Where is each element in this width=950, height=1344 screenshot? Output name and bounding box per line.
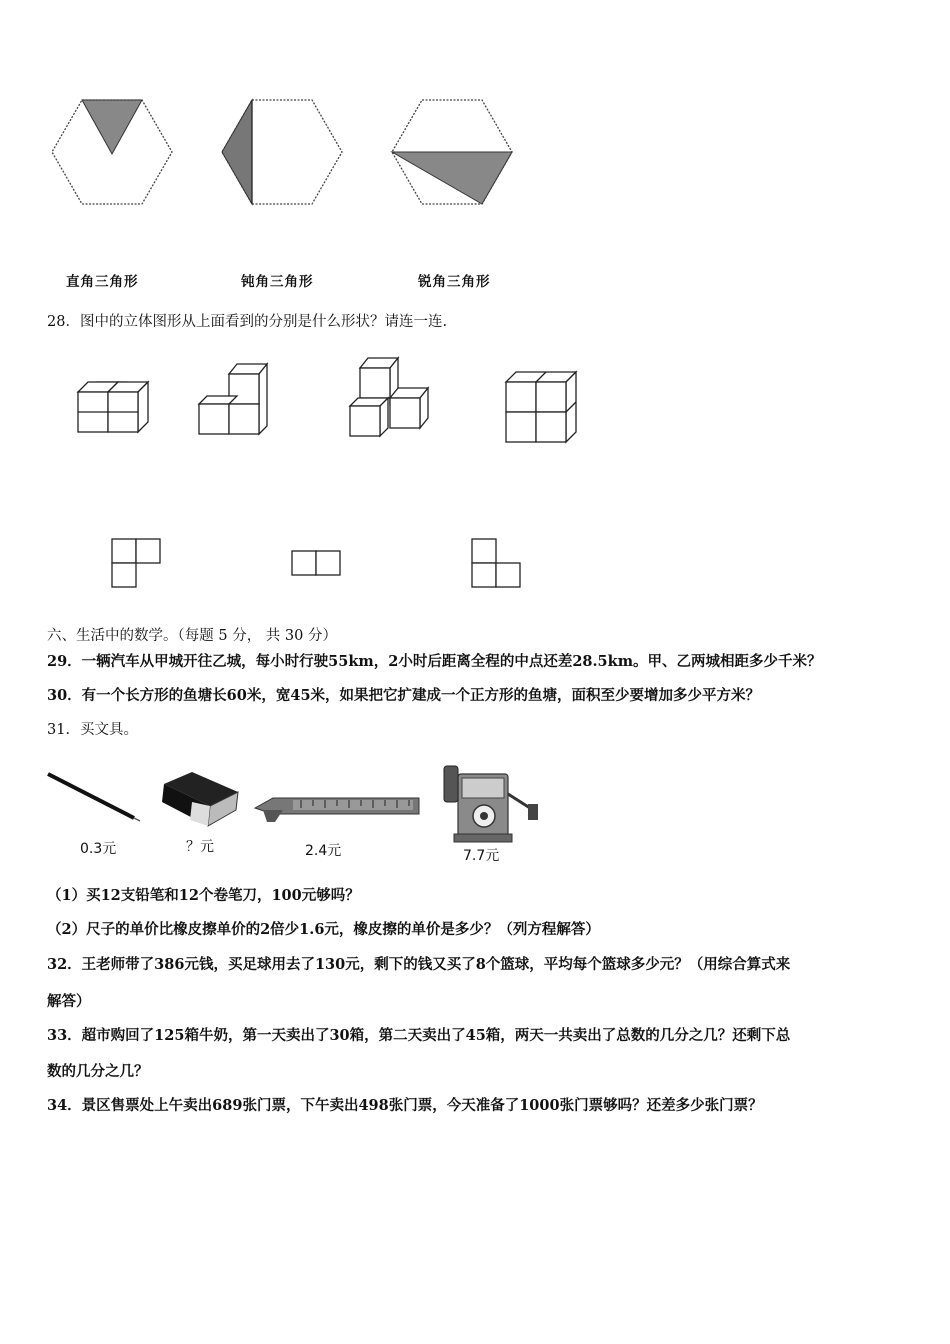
question-33-line-2: 数的几分之几？ xyxy=(47,1063,149,1080)
question-31-part-2: （2）尺子的单价比橡皮擦单价的2倍少1.6元，橡皮擦的单价是多少？（列方程解答） xyxy=(47,921,600,938)
hexagon-obtuse-triangle-figure xyxy=(220,98,345,208)
question-34: 34．景区售票处上午卖出689张门票，下午卖出498张门票，今天准备了1000张门票够吗？还差多少张门票？ xyxy=(47,1097,763,1114)
cube-figure-3 xyxy=(348,356,438,440)
hexagon-caption: 锐角三角形 xyxy=(418,274,491,290)
top-view-shape-1 xyxy=(111,538,163,590)
hexagon-acute-triangle-figure xyxy=(390,98,515,208)
cube-figure-4 xyxy=(504,370,584,446)
eraser-icon xyxy=(162,770,240,828)
hexagon-caption: 直角三角形 xyxy=(66,274,139,290)
cube-figure-1 xyxy=(76,380,156,436)
ruler-icon xyxy=(253,792,421,826)
question-29: 29．一辆汽车从甲城开往乙城，每小时行驶55km，2小时后距离全程的中点还差28.5km。甲、乙两城相距多少千米？ xyxy=(47,653,822,670)
eraser-price: ？元 xyxy=(186,839,214,855)
section-6-title: 六、生活中的数学。（每题 5 分， 共 30 分） xyxy=(47,628,337,644)
ruler-price: 2.4元 xyxy=(305,843,342,859)
question-32-line-1: 32．王老师带了386元钱，买足球用去了130元，剩下的钱又买了8个篮球，平均每个篮球多少元？（用综合算式来 xyxy=(47,956,791,973)
top-view-shape-2 xyxy=(291,550,343,578)
question-30: 30．有一个长方形的鱼塘长60米，宽45米，如果把它扩建成一个正方形的鱼塘，面积至少要增加多少平方米？ xyxy=(47,687,761,704)
question-33-line-1: 33．超市购回了125箱牛奶，第一天卖出了30箱，第二天卖出了45箱，两天一共卖出了总数的几分之几？还剩下总 xyxy=(47,1027,791,1044)
question-31: 31．买文具。 xyxy=(47,722,138,738)
sharpener-price: 7.7元 xyxy=(463,848,500,864)
pencil-sharpener-icon xyxy=(440,764,542,844)
cube-figure-2 xyxy=(197,362,277,438)
pencil-price: 0.3元 xyxy=(80,841,117,857)
question-31-part-1: （1）买12支铅笔和12个卷笔刀，100元够吗？ xyxy=(47,887,360,904)
top-view-shape-3 xyxy=(471,538,523,590)
hexagon-right-triangle-figure xyxy=(50,98,175,208)
question-28: 28．图中的立体图形从上面看到的分别是什么形状？请连一连. xyxy=(47,314,448,330)
pencil-icon xyxy=(46,770,142,824)
hexagon-caption: 钝角三角形 xyxy=(241,274,314,290)
question-32-line-2: 解答） xyxy=(47,993,91,1010)
